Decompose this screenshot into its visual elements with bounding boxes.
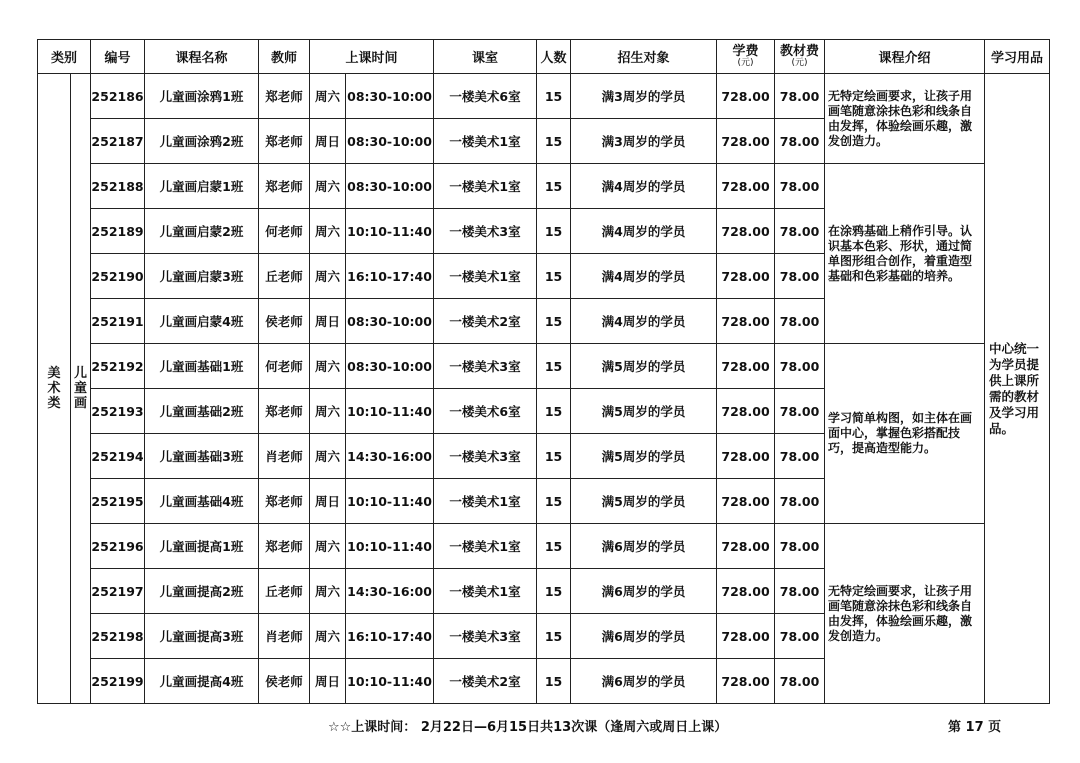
target-students: 满5周岁的学员	[571, 434, 717, 479]
course-name: 儿童画基础1班	[145, 344, 259, 389]
target-students: 满5周岁的学员	[571, 479, 717, 524]
classroom: 一楼美术3室	[434, 209, 537, 254]
course-intro: 无特定绘画要求，让孩子用画笔随意涂抹色彩和线条自由发挥，体验绘画乐趣，激发创造力。	[825, 524, 985, 704]
target-students: 满6周岁的学员	[571, 614, 717, 659]
material-fee: 78.00	[775, 434, 825, 479]
header-teacher: 教师	[259, 40, 310, 74]
tuition-fee: 728.00	[717, 299, 775, 344]
material-fee: 78.00	[775, 74, 825, 119]
header-supplies: 学习用品	[985, 40, 1050, 74]
header-time: 上课时间	[310, 40, 434, 74]
class-time: 16:10-17:40	[346, 614, 434, 659]
tuition-fee: 728.00	[717, 614, 775, 659]
class-time: 10:10-11:40	[346, 209, 434, 254]
table-row	[38, 164, 1050, 209]
header-count: 人数	[537, 40, 571, 74]
course-intro: 无特定绘画要求，让孩子用画笔随意涂抹色彩和线条自由发挥，体验绘画乐趣，激发创造力。	[825, 74, 985, 164]
capacity: 15	[537, 164, 571, 209]
material-fee: 78.00	[775, 479, 825, 524]
capacity: 15	[537, 119, 571, 164]
supplies-cell: 中心统一为学员提供上课所需的教材及学习用品。	[985, 74, 1050, 704]
target-students: 满6周岁的学员	[571, 659, 717, 704]
material-fee: 78.00	[775, 614, 825, 659]
teacher-name: 郑老师	[259, 74, 310, 119]
course-code: 252190	[91, 254, 145, 299]
tuition-fee: 728.00	[717, 74, 775, 119]
category-sub-char: 儿	[74, 366, 88, 381]
capacity: 15	[537, 479, 571, 524]
category-sub-char: 画	[74, 396, 88, 411]
header-fee	[717, 40, 775, 74]
course-code: 252189	[91, 209, 145, 254]
tuition-fee: 728.00	[717, 164, 775, 209]
classroom: 一楼美术1室	[434, 164, 537, 209]
course-code: 252194	[91, 434, 145, 479]
classroom: 一楼美术3室	[434, 434, 537, 479]
header-material-label: 教材费	[780, 44, 820, 59]
course-name: 儿童画提高1班	[145, 524, 259, 569]
capacity: 15	[537, 344, 571, 389]
course-code: 252195	[91, 479, 145, 524]
class-day: 周六	[310, 524, 346, 569]
target-students: 满5周岁的学员	[571, 344, 717, 389]
capacity: 15	[537, 434, 571, 479]
tuition-fee: 728.00	[717, 434, 775, 479]
teacher-name: 丘老师	[259, 569, 310, 614]
target-students: 满6周岁的学员	[571, 524, 717, 569]
course-name: 儿童画提高2班	[145, 569, 259, 614]
table-row	[38, 74, 1050, 119]
header-fee-label: 学费	[732, 44, 759, 59]
course-code: 252198	[91, 614, 145, 659]
class-time: 14:30-16:00	[346, 434, 434, 479]
capacity: 15	[537, 254, 571, 299]
material-fee: 78.00	[775, 119, 825, 164]
classroom: 一楼美术1室	[434, 479, 537, 524]
course-name: 儿童画提高4班	[145, 659, 259, 704]
course-name: 儿童画基础4班	[145, 479, 259, 524]
tuition-fee: 728.00	[717, 569, 775, 614]
class-day: 周日	[310, 299, 346, 344]
tuition-fee: 728.00	[717, 209, 775, 254]
header-room: 课室	[434, 40, 537, 74]
target-students: 满6周岁的学员	[571, 569, 717, 614]
teacher-name: 何老师	[259, 344, 310, 389]
class-day: 周六	[310, 614, 346, 659]
classroom: 一楼美术3室	[434, 614, 537, 659]
table-row	[38, 524, 1050, 569]
course-name: 儿童画启蒙3班	[145, 254, 259, 299]
capacity: 15	[537, 74, 571, 119]
tuition-fee: 728.00	[717, 659, 775, 704]
class-day: 周六	[310, 254, 346, 299]
course-table	[37, 39, 1050, 704]
course-code: 252186	[91, 74, 145, 119]
target-students: 满4周岁的学员	[571, 299, 717, 344]
tuition-fee: 728.00	[717, 389, 775, 434]
target-students: 满3周岁的学员	[571, 119, 717, 164]
header-course: 课程名称	[145, 40, 259, 74]
tuition-fee: 728.00	[717, 344, 775, 389]
teacher-name: 郑老师	[259, 164, 310, 209]
material-fee: 78.00	[775, 569, 825, 614]
teacher-name: 郑老师	[259, 389, 310, 434]
capacity: 15	[537, 209, 571, 254]
class-time: 16:10-17:40	[346, 254, 434, 299]
category-main-char: 术	[47, 381, 61, 396]
course-code: 252187	[91, 119, 145, 164]
class-day: 周日	[310, 659, 346, 704]
teacher-name: 肖老师	[259, 614, 310, 659]
target-students: 满4周岁的学员	[571, 164, 717, 209]
course-code: 252196	[91, 524, 145, 569]
capacity: 15	[537, 299, 571, 344]
category-sub-char: 童	[74, 381, 88, 396]
class-day: 周六	[310, 569, 346, 614]
course-name: 儿童画启蒙2班	[145, 209, 259, 254]
course-name: 儿童画启蒙4班	[145, 299, 259, 344]
classroom: 一楼美术3室	[434, 344, 537, 389]
class-time: 08:30-10:00	[346, 119, 434, 164]
material-fee: 78.00	[775, 344, 825, 389]
course-intro: 学习简单构图，如主体在画面中心，掌握色彩搭配技巧，提高造型能力。	[825, 344, 985, 524]
category-main-cell	[38, 74, 71, 704]
material-fee: 78.00	[775, 164, 825, 209]
class-time: 10:10-11:40	[346, 524, 434, 569]
teacher-name: 郑老师	[259, 119, 310, 164]
target-students: 满4周岁的学员	[571, 209, 717, 254]
header-row	[38, 40, 1050, 74]
course-name: 儿童画涂鸦1班	[145, 74, 259, 119]
class-time: 08:30-10:00	[346, 74, 434, 119]
header-intro: 课程介绍	[825, 40, 985, 74]
category-sub-cell	[71, 74, 91, 704]
class-time: 10:10-11:40	[346, 659, 434, 704]
class-day: 周六	[310, 164, 346, 209]
capacity: 15	[537, 389, 571, 434]
class-time: 08:30-10:00	[346, 299, 434, 344]
course-code: 252197	[91, 569, 145, 614]
course-code: 252191	[91, 299, 145, 344]
header-material	[775, 40, 825, 74]
teacher-name: 郑老师	[259, 524, 310, 569]
classroom: 一楼美术1室	[434, 254, 537, 299]
course-name: 儿童画基础3班	[145, 434, 259, 479]
course-name: 儿童画启蒙1班	[145, 164, 259, 209]
course-intro: 在涂鸦基础上稍作引导。认识基本色彩、形状，通过简单图形组合创作，着重造型基础和色彩基础的培养。	[825, 164, 985, 344]
tuition-fee: 728.00	[717, 479, 775, 524]
class-day: 周六	[310, 434, 346, 479]
class-time: 08:30-10:00	[346, 164, 434, 209]
header-code: 编号	[91, 40, 145, 74]
class-day: 周六	[310, 74, 346, 119]
classroom: 一楼美术1室	[434, 569, 537, 614]
tuition-fee: 728.00	[717, 524, 775, 569]
classroom: 一楼美术1室	[434, 119, 537, 164]
footer-page-number: 第 17 页	[948, 720, 1002, 735]
material-fee: 78.00	[775, 254, 825, 299]
header-fee-unit: (元)	[737, 58, 754, 68]
class-time: 10:10-11:40	[346, 389, 434, 434]
class-day: 周日	[310, 119, 346, 164]
capacity: 15	[537, 524, 571, 569]
classroom: 一楼美术6室	[434, 389, 537, 434]
category-main-char: 美	[47, 366, 61, 381]
course-code: 252199	[91, 659, 145, 704]
teacher-name: 何老师	[259, 209, 310, 254]
capacity: 15	[537, 659, 571, 704]
course-code: 252193	[91, 389, 145, 434]
material-fee: 78.00	[775, 389, 825, 434]
course-name: 儿童画涂鸦2班	[145, 119, 259, 164]
teacher-name: 肖老师	[259, 434, 310, 479]
material-fee: 78.00	[775, 209, 825, 254]
class-time: 08:30-10:00	[346, 344, 434, 389]
header-material-unit: (元)	[791, 58, 808, 68]
capacity: 15	[537, 569, 571, 614]
classroom: 一楼美术2室	[434, 659, 537, 704]
course-code: 252192	[91, 344, 145, 389]
target-students: 满5周岁的学员	[571, 389, 717, 434]
classroom: 一楼美术6室	[434, 74, 537, 119]
class-day: 周六	[310, 344, 346, 389]
teacher-name: 侯老师	[259, 299, 310, 344]
class-time: 10:10-11:40	[346, 479, 434, 524]
header-category: 类别	[38, 40, 91, 74]
course-name: 儿童画提高3班	[145, 614, 259, 659]
table-row	[38, 344, 1050, 389]
classroom: 一楼美术1室	[434, 524, 537, 569]
teacher-name: 侯老师	[259, 659, 310, 704]
target-students: 满4周岁的学员	[571, 254, 717, 299]
teacher-name: 丘老师	[259, 254, 310, 299]
class-day: 周日	[310, 479, 346, 524]
material-fee: 78.00	[775, 524, 825, 569]
category-main-char: 类	[47, 396, 61, 411]
material-fee: 78.00	[775, 299, 825, 344]
tuition-fee: 728.00	[717, 254, 775, 299]
class-day: 周六	[310, 389, 346, 434]
tuition-fee: 728.00	[717, 119, 775, 164]
classroom: 一楼美术2室	[434, 299, 537, 344]
teacher-name: 郑老师	[259, 479, 310, 524]
course-code: 252188	[91, 164, 145, 209]
capacity: 15	[537, 614, 571, 659]
class-time: 14:30-16:00	[346, 569, 434, 614]
material-fee: 78.00	[775, 659, 825, 704]
footer-schedule: ☆☆上课时间： 2月22日—6月15日共13次课（逢周六或周日上课）	[328, 720, 728, 735]
target-students: 满3周岁的学员	[571, 74, 717, 119]
class-day: 周六	[310, 209, 346, 254]
course-name: 儿童画基础2班	[145, 389, 259, 434]
header-target: 招生对象	[571, 40, 717, 74]
